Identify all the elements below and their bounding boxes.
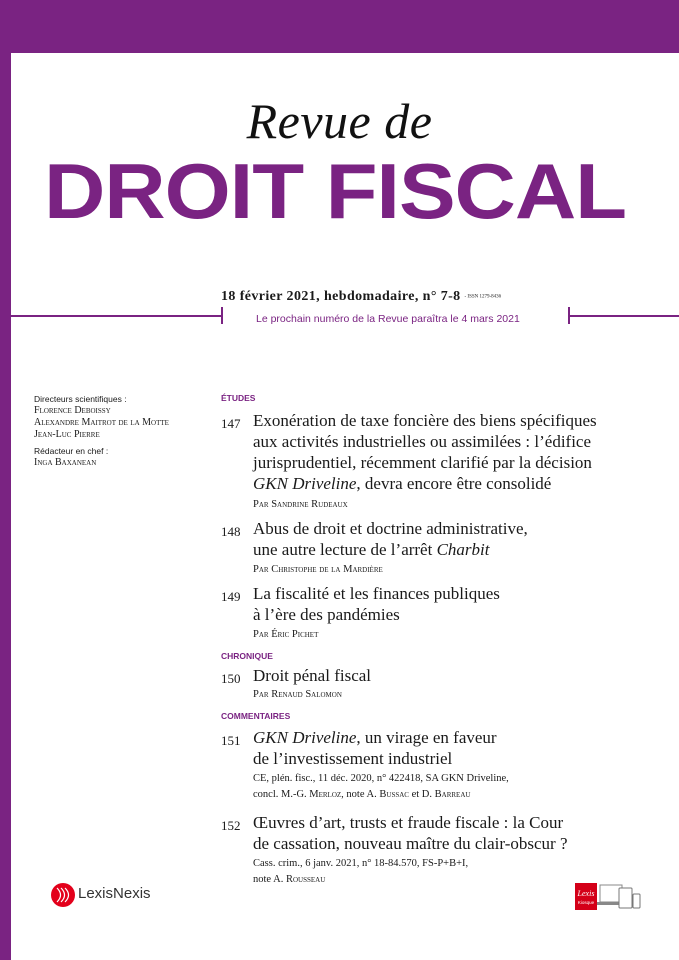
title-line-2: DROIT FISCAL [44,147,627,235]
entry-title [253,518,528,560]
entry-author [253,856,468,888]
entry-author: Par Sandrine Rudeaux [253,499,348,510]
entry-title-line: Abus de droit et doctrine administrative, [253,519,528,538]
entry-author-line: concl. M.-G. Merloz, note A. Bussac et D. Barreau [253,789,471,800]
entry-title-line: GKN Driveline, devra encore être consolidé [253,474,552,493]
rule-left-tick [221,307,223,324]
entry-number: 147 [221,416,241,431]
entry-title-line: GKN Driveline, un virage en faveur [253,728,497,747]
entry-title-line: Exonération de taxe foncière des biens spécifiques [253,411,597,430]
entry-number: 152 [221,818,241,833]
entry-title [253,727,497,769]
entry-title [253,583,500,625]
entry-title-line: Droit pénal fiscal [253,666,372,685]
entry-author: Par Renaud Salomon [253,689,342,700]
entry-number: 151 [221,733,241,748]
editorial-staff [34,393,169,469]
issue-line [221,289,501,305]
publisher-name: LexisNexis [78,885,151,902]
section-chronique: CHRONIQUE [221,651,273,661]
directors-label: Directeurs scientifiques : [34,394,127,404]
entry-number: 148 [221,524,241,539]
section-commentaires: COMMENTAIRES [221,711,291,721]
entry-title-line: à l’ère des pandémies [253,605,400,624]
entry-title-line: jurisprudentiel, récemment clarifié par la décision [253,453,592,472]
entry-author-line: note A. Rousseau [253,874,326,885]
entry-title-line: une autre lecture de l’arrêt Charbit [253,540,490,559]
entry-number: 149 [221,589,241,604]
rule-left-horizontal [11,315,221,317]
left-color-band [0,53,11,960]
entry-author-line: Cass. crim., 6 janv. 2021, n° 18-84.570, FS-P+B+I, [253,858,469,869]
director-name: Alexandre Maitrot de la Motte [34,417,169,428]
director-name: Jean-Luc Pierre [34,429,100,440]
lexisnexis-logo-icon [50,882,76,913]
section-etudes: ÉTUDES [221,393,256,403]
entry-author: Par Éric Pichet [253,629,319,640]
entry-author [253,771,509,803]
editor-name: Inga Baxanean [34,457,97,468]
entry-title-line: aux activités industrielles ou assimilées : l’édifice [253,432,592,451]
rule-right-horizontal [568,315,679,317]
entry-title [253,410,597,494]
entry-title [253,665,371,686]
badge-sub: Kiosque [577,900,595,905]
top-color-band [0,0,679,53]
editor-label: Rédacteur en chef : [34,446,109,456]
next-issue-note: Le prochain numéro de la Revue paraîtra le 4 mars 2021 [256,313,520,325]
entry-author-line: CE, plén. fisc., 11 déc. 2020, n° 422418, SA GKN Driveline, [253,773,509,784]
entry-title [253,812,568,854]
devices-icon [575,883,641,916]
entry-title-line: Œuvres d’art, trusts et fraude fiscale : la Cour [253,813,564,832]
entry-author: Par Christophe de la Mardière [253,564,383,575]
badge-brand: Lexis [577,889,595,898]
entry-title-line: La fiscalité et les finances publiques [253,584,500,603]
title-line-1: Revue de [246,93,433,149]
entry-title-line: de l’investissement industriel [253,749,453,768]
director-name: Florence Deboissy [34,405,111,416]
entry-number: 150 [221,671,241,686]
entry-title-line: de cassation, nouveau maître du clair-obscur ? [253,834,568,853]
issue-date-number: 18 février 2021, hebdomadaire, n° 7-8 [221,289,461,304]
issn: - ISSN 1279-8436 [464,294,502,300]
